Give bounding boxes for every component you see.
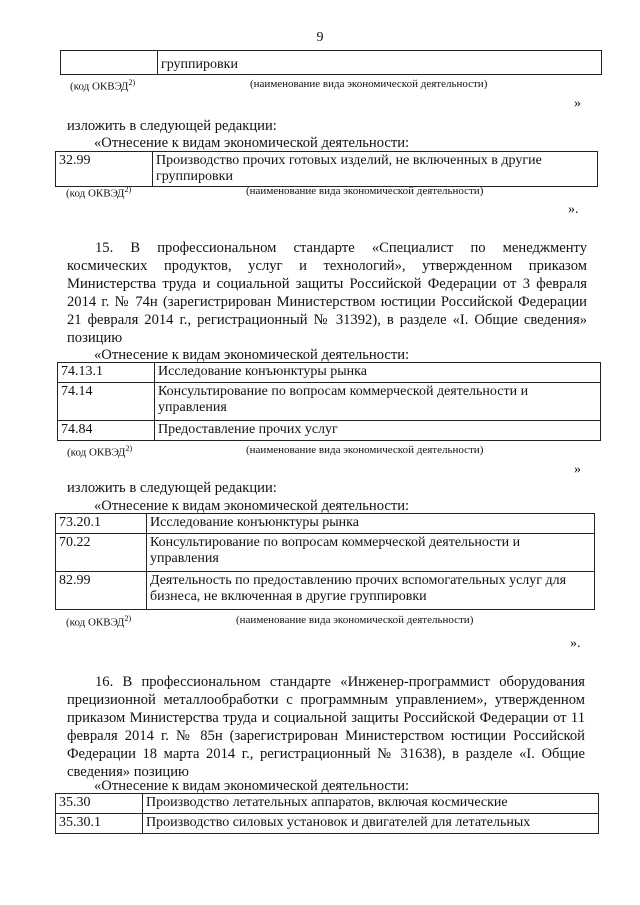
okved-name-cell: Производство прочих готовых изделий, не включенных в другие группировки — [153, 152, 598, 187]
edition-intro: изложить в следующей редакции: — [67, 480, 277, 496]
okved-name-cell: Консультирование по вопросам коммерческой деятельности и управления — [155, 383, 601, 421]
okved-name-cell: Консультирование по вопросам коммерческой деятельности и управления — [147, 534, 595, 572]
okved-code-cell: 35.30 — [56, 794, 143, 814]
closing-quote: ». — [570, 636, 581, 651]
okved-code-cell: 82.99 — [56, 572, 147, 610]
okved-code-cell: 74.84 — [58, 421, 155, 441]
okved-name-cell: Исследование конъюнктуры рынка — [147, 514, 595, 534]
okved-table-new-15 — [55, 513, 595, 610]
table-row — [56, 152, 598, 187]
table-row — [56, 534, 595, 572]
okved-code-cell — [61, 51, 158, 75]
footnote-name: (наименование вида экономической деятельности) — [246, 444, 484, 456]
relation-heading: «Отнесение к видам экономической деятельности: — [94, 498, 410, 514]
footnote-code: (код ОКВЭД$^{2)}$ — [66, 185, 132, 200]
okved-name-cell: Производство силовых установок и двигателей для летательных — [143, 814, 599, 834]
table-row — [58, 383, 601, 421]
closing-quote: ». — [568, 202, 579, 217]
table-row — [58, 363, 601, 383]
table-row — [61, 51, 602, 75]
relation-heading: «Отнесение к видам экономической деятельности: — [94, 135, 410, 151]
relation-heading: «Отнесение к видам экономической деятельности: — [94, 347, 410, 363]
okved-code-cell: 74.14 — [58, 383, 155, 421]
okved-code-cell: 74.13.1 — [58, 363, 155, 383]
table-row — [56, 514, 595, 534]
table-row — [56, 794, 599, 814]
okved-table-new-1 — [55, 151, 598, 187]
paragraph-16: 16. В профессиональном стандарте «Инженер-программист оборудования прецизионной металлообработки с программным управлением», утвержденном приказом Министерства труда и социальной защиты Российской Федерации от 11 февраля 2014 г. № 85н (зарегистрирован Министерством юстиции Российской Федерации 18 марта 2014 г., регистрационный № 31638), в разделе «I. Общие сведения» позицию — [67, 674, 585, 780]
footnote-name: (наименование вида экономической деятельности) — [246, 185, 484, 197]
edition-intro: изложить в следующей редакции: — [67, 118, 277, 134]
footnote-code: (код ОКВЭД$^{2)}$ — [70, 78, 136, 93]
okved-name-cell: группировки — [158, 51, 602, 75]
footnote-code: (код ОКВЭД$^{2)}$ — [66, 614, 132, 629]
okved-table-prev — [60, 50, 602, 75]
closing-quote: » — [574, 96, 581, 111]
table-row — [56, 572, 595, 610]
okved-table-old-16 — [55, 793, 599, 834]
table-row — [56, 814, 599, 834]
footnote-name: (наименование вида экономической деятельности) — [250, 78, 488, 90]
okved-code-cell: 70.22 — [56, 534, 147, 572]
closing-quote: » — [574, 462, 581, 477]
okved-table-old-15 — [57, 362, 601, 441]
page-number: 9 — [316, 30, 324, 45]
footnote-code: (код ОКВЭД$^{2)}$ — [67, 444, 133, 459]
okved-code-cell: 35.30.1 — [56, 814, 143, 834]
okved-code-cell: 32.99 — [56, 152, 153, 187]
okved-name-cell: Деятельность по предоставлению прочих вспомогательных услуг для бизнеса, не включенная в другие группировки — [147, 572, 595, 610]
okved-name-cell: Предоставление прочих услуг — [155, 421, 601, 441]
okved-name-cell: Исследование конъюнктуры рынка — [155, 363, 601, 383]
okved-name-cell: Производство летательных аппаратов, включая космические — [143, 794, 599, 814]
paragraph-15: 15. В профессиональном стандарте «Специалист по менеджменту космических продуктов, услуг и технологий», утвержденном приказом Министерства труда и социальной защиты Российской Федерации от 3 февраля 2014 г. № 74н (зарегистрирован Министерством юстиции Российской Федерации 21 февраля 2014 г., регистрационный № 31392), в разделе «I. Общие сведения» позицию — [67, 240, 587, 346]
table-row — [58, 421, 601, 441]
relation-heading: «Отнесение к видам экономической деятельности: — [94, 778, 410, 794]
footnote-name: (наименование вида экономической деятельности) — [236, 614, 474, 626]
okved-code-cell: 73.20.1 — [56, 514, 147, 534]
